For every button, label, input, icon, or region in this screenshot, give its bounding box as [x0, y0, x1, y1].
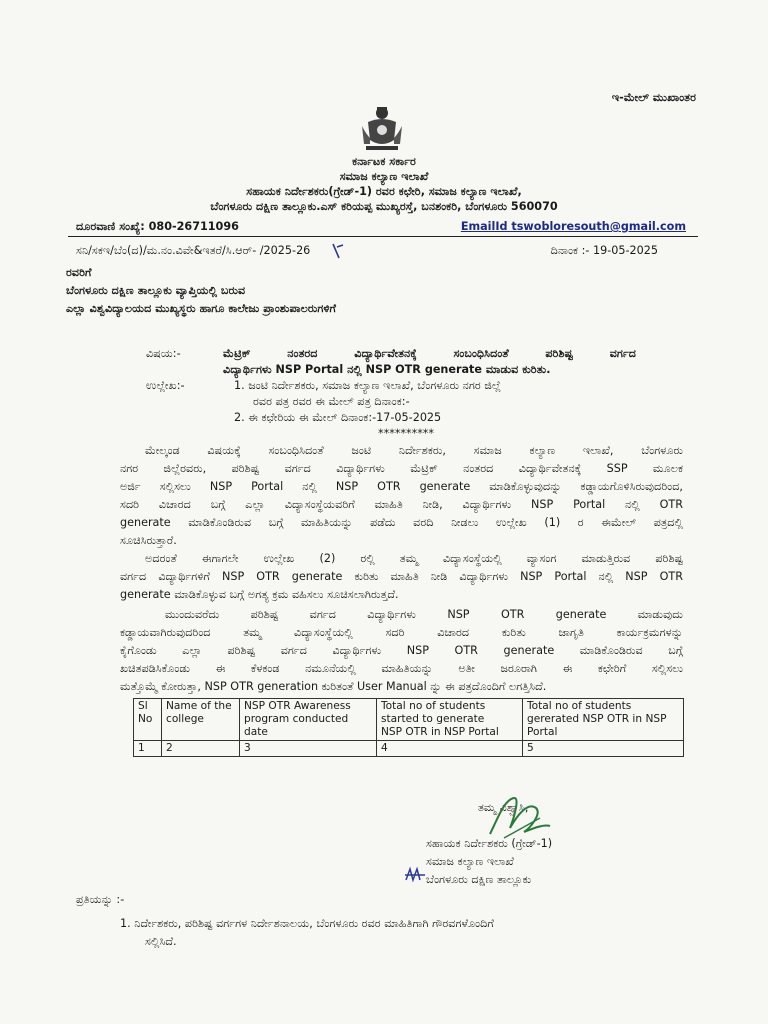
subject-label: ವಿಷಯ:- — [146, 347, 181, 360]
table-header-row — [134, 699, 684, 741]
table-header-cell: Name of the college — [162, 699, 240, 741]
paragraph-3-line: ಕಡ್ಡಾಯವಾಗಿರುವುದರಿಂದ ತಮ್ಮ ವಿದ್ಯಾಸಂಸ್ಥೆಯಲ್ಲಿ ಸದರಿ ವಿಚಾರದ ಕುರಿತು ಜಾಗೃತಿ ಕಾರ್ಯಕ್ರಮಗಳನ್ನು — [120, 626, 683, 639]
copy-to-label: ಪ್ರತಿಯನ್ನು :- — [76, 893, 125, 906]
table-cell: 5 — [523, 741, 684, 757]
email-mode-label: ಇ-ಮೇಲ್ ಮುಖಾಂತರ — [611, 91, 696, 104]
copy-to-item-1-cont: ಸಲ್ಲಿಸಿದೆ. — [145, 935, 177, 948]
paragraph-1-line: ಮೇಲ್ಕಂಡ ವಿಷಯಕ್ಕೆ ಸಂಬಂಧಿಸಿದಂತೆ ಜಂಟಿ ನಿರ್ದೇಶಕರು, ಸಮಾಜ ಕಲ್ಯಾಣ ಇಲಾಖೆ, ಬೆಂಗಳೂರು — [145, 444, 683, 457]
header-line-office: ಸಹಾಯಕ ನಿರ್ದೇಶಕರು(ಗ್ರೇಡ್-1) ರವರ ಕಛೇರಿ, ಸಮಾಜ ಕಲ್ಯಾಣ ಇಲಾಖೆ, — [246, 185, 522, 198]
signatory-office: ಬೆಂಗಳೂರು ದಕ್ಷಿಣ ತಾಲ್ಲೂಕು — [426, 873, 532, 886]
reference-item-2: 2. ಈ ಕಛೇರಿಯ ಈ ಮೇಲ್ ದಿನಾಂಕ:-17-05-2025 — [234, 411, 442, 424]
paragraph-3-line: ಮತ್ತೊಮ್ಮೆ ಕೋರುತ್ತಾ, NSP OTR generation ಕುರಿತಂತೆ User Manual ನ್ನು ಈ ಪತ್ರದೊಂದಿಗೆ ಲಗತ್ತಿಸಿದೆ. — [120, 680, 547, 693]
table-cell: 1 — [134, 741, 162, 757]
header-phone: ದೂರವಾಣಿ ಸಂಖ್ಯೆ: 080-26711096 — [76, 220, 239, 233]
signature-closing: ತಮ್ಮ ವಿಶ್ವಾಸಿ, — [478, 801, 529, 814]
table-header-cell: Total no of students gererated NSP OTR in NSP Portal — [523, 699, 684, 741]
header-line-dept: ಸಮಾಜ ಕಲ್ಯಾಣ ಇಲಾಖೆ — [339, 170, 429, 183]
report-format-table — [133, 698, 684, 757]
table-header-cell: NSP OTR Awareness program conducted date — [240, 699, 377, 741]
copy-to-item-1: 1. ನಿರ್ದೇಶಕರು, ಪರಿಶಿಷ್ಟ ವರ್ಗಗಳ ನಿರ್ದೇಶನಾಲಯ, ಬೆಂಗಳೂರು ರವರ ಮಾಹಿತಿಗಾಗಿ ಗೌರವಗಳೊಂದಿಗೆ — [120, 917, 494, 930]
paragraph-3-line: ಮುಂದುವರೆದು ಪರಿಶಿಷ್ಟ ವರ್ಗದ ವಿದ್ಯಾರ್ಥಿಗಳು NSP OTR generate ಮಾಡುವುದು — [165, 608, 683, 621]
header-line-govt: ಕರ್ನಾಟಕ ಸರ್ಕಾರ — [352, 155, 416, 168]
reference-item-1-cont: ರವರ ಪತ್ರ ರವರ ಈ ಮೇಲ್ ಪತ್ರ ದಿನಾಂಕ:- — [253, 395, 410, 408]
paragraph-2-line: ವರ್ಗದ ವಿದ್ಯಾರ್ಥಿಗಳಿಗೆ NSP OTR generate ಕುರಿತು ಮಾಹಿತಿ ನೀಡಿ ವಿದ್ಯಾರ್ಥಿಗಳು NSP Portal ನಲ್ಲಿ NSP OTR — [120, 570, 683, 583]
subject-line-1: ಮೆಟ್ರಿಕ್ ನಂತರದ ವಿದ್ಯಾರ್ಥಿವೇತನಕ್ಕೆ ಸಂಬಂಧಿಸಿದಂತೆ ಪರಿಶಿಷ್ಟ ವರ್ಗದ — [223, 347, 636, 360]
table-cell: 3 — [240, 741, 377, 757]
paragraph-1-line: ಸೂಚಿಸಿರುತ್ತಾರೆ. — [120, 534, 177, 547]
addressee-line-3: ಎಲ್ಲಾ ವಿಶ್ವವಿದ್ಯಾಲಯದ ಮುಖ್ಯಸ್ಥರು ಹಾಗೂ ಕಾಲೇಜು ಪ್ರಾಂಶುಪಾಲರುಗಳಿಗೆ — [66, 302, 336, 315]
header-divider — [68, 236, 698, 237]
letter-date: ದಿನಾಂಕ :- 19-05-2025 — [550, 244, 658, 257]
paragraph-1-line: ಸದರಿ ವಿಚಾರದ ಬಗ್ಗೆ ಎಲ್ಲಾ ವಿದ್ಯಾಸಂಸ್ಥೆಯವರಿಗೆ ಮಾಹಿತಿ ನೀಡಿ, ವಿದ್ಯಾರ್ಥಿಗಳು NSP Portal ನಲ್ಲಿ OTR — [120, 498, 683, 511]
subject-line-2: ವಿದ್ಯಾರ್ಥಿಗಳು NSP Portal ನಲ್ಲಿ NSP OTR generate ಮಾಡುವ ಕುರಿತು. — [223, 363, 551, 376]
paragraph-2-line: ಅದರಂತೆ ಈಗಾಗಲೇ ಉಲ್ಲೇಖ (2) ರಲ್ಲಿ ತಮ್ಮ ವಿದ್ಯಾಸಂಸ್ಥೆಯಲ್ಲಿ ವ್ಯಾಸಂಗ ಮಾಡುತ್ತಿರುವ ಪರಿಶಿಷ್ಟ — [145, 552, 683, 565]
paragraph-1-line: generate ಮಾಡಿಕೊಂಡಿರುವ ಬಗ್ಗೆ ಮಾಹಿತಿಯನ್ನು ಪಡೆದು ವರದಿ ನೀಡಲು ಉಲ್ಲೇಖ (1) ರ ಈಮೇಲ್ ಪತ್ರದಲ್ಲಿ — [120, 516, 683, 529]
handwritten-mark-icon — [330, 242, 346, 260]
paragraph-3-line: ಖಚಿತಪಡಿಸಿಕೊಂಡು ಈ ಕೆಳಕಂಡ ನಮೂನೆಯಲ್ಲಿ ಮಾಹಿತಿಯನ್ನು ಅತೀ ಜರೂರಾಗಿ ಈ ಕಛೇರಿಗೆ ಸಲ್ಲಿಸಲು — [120, 662, 683, 675]
addressee-line-2: ಬೆಂಗಳೂರು ದಕ್ಷಿಣ ತಾಲ್ಲೂಕು ವ್ಯಾಪ್ತಿಯಲ್ಲಿ ಬರುವ — [66, 284, 246, 297]
separator-stars: ********** — [378, 427, 434, 440]
table-header-cell: Total no of students started to generate NSP OTR in NSP Portal — [377, 699, 523, 741]
table-header-cell: Sl No — [134, 699, 162, 741]
paragraph-3-line: ಕೈಗೊಂಡು ಎಲ್ಲಾ ಪರಿಶಿಷ್ಟ ವರ್ಗದ ವಿದ್ಯಾರ್ಥಿಗಳು NSP OTR generate ಮಾಡಿಕೊಂಡಿರುವ ಬಗ್ಗೆ — [120, 644, 683, 657]
paragraph-1-line: ಅರ್ಜಿ ಸಲ್ಲಿಸಲು NSP Portal ನಲ್ಲಿ NSP OTR generate ಮಾಡಿಕೊಳ್ಳುವುದನ್ನು ಕಡ್ಡಾಯಗೊಳಿಸಿರುವುದರಿಂದ, — [120, 480, 683, 493]
table-cell: 2 — [162, 741, 240, 757]
table-row — [134, 741, 684, 757]
handwritten-initial-icon — [404, 866, 426, 884]
header-email-link[interactable]: EmailId tswobloresouth@gmail.com — [460, 220, 686, 233]
paragraph-2-line: generate ಮಾಡಿಕೊಳ್ಳುವ ಬಗ್ಗೆ ಅಗತ್ಯ ಕ್ರಮ ವಹಿಸಲು ಸೂಚಿಸಲಾಗಿರುತ್ತದೆ. — [120, 588, 399, 601]
table-cell: 4 — [377, 741, 523, 757]
header-line-address: ಬೆಂಗಳೂರು ದಕ್ಷಿಣ ತಾಲ್ಲೂಕು.ಎಸ್ ಕರಿಯಪ್ಪ ಮುಖ್ಯರಸ್ತೆ, ಬನಶಂಕರಿ, ಬೆಂಗಳೂರು 560070 — [210, 200, 558, 213]
addressee-line-1: ರವರಿಗೆ — [66, 266, 92, 279]
emblem-icon — [358, 104, 406, 154]
reference-label: ಉಲ್ಲೇಖ:- — [146, 379, 185, 392]
reference-item-1: 1. ಜಂಟಿ ನಿರ್ದೇಶಕರು, ಸಮಾಜ ಕಲ್ಯಾಣ ಇಲಾಖೆ, ಬೆಂಗಳೂರು ನಗರ ಜಿಲ್ಲೆ — [234, 379, 501, 392]
reference-number: ಸನಿ/ಸಕಇ/ಬೆಂ(ದ)/ಮ.ನಂ.ವಿವೇ&ಇತರೆ/ಸಿ.ಆರ್- /2025-26 — [76, 244, 311, 257]
signatory-designation: ಸಹಾಯಕ ನಿರ್ದೇಶಕರು (ಗ್ರೇಡ್-1) — [426, 837, 553, 850]
signatory-department: ಸಮಾಜ ಕಲ್ಯಾಣ ಇಲಾಖೆ — [426, 855, 514, 868]
paragraph-1-line: ನಗರ ಜಿಲ್ಲೆರವರು, ಪರಿಶಿಷ್ಟ ವರ್ಗದ ವಿದ್ಯಾರ್ಥಿಗಳು ಮೆಟ್ರಿಕ್ ನಂತರದ ವಿದ್ಯಾರ್ಥಿವೇತನಕ್ಕೆ SSP ಮೂಲಕ — [120, 462, 683, 475]
